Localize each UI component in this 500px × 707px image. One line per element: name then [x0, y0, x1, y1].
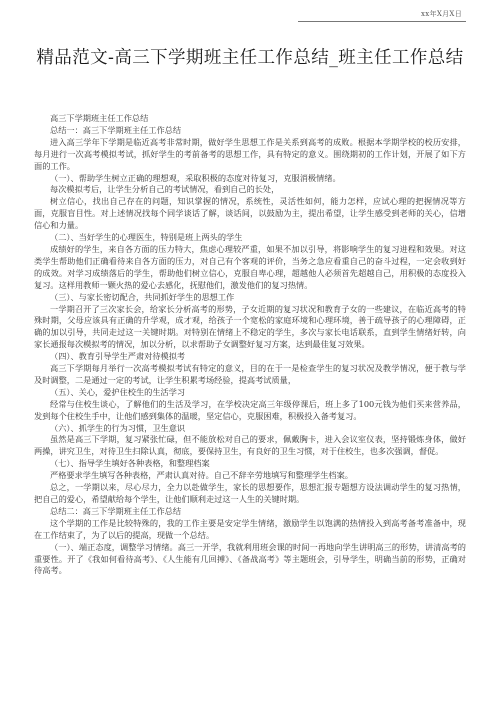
body-paragraph: 总之，一学期以来，尽心尽力，全力以赴做学生，家长的思想要作，思想汇报专题想方设法调动学生的复习热情，把自己的爱心，希望献给每个学生，让他们顺利走过这一人生的关键时期。 — [34, 482, 466, 504]
body-paragraph: 一学期召开了三次家长会，给家长分析高考的形势，子女近期的复习状况和教育子女的一些建议，在临近高考的特殊时期，父母应该具有正确的升学观，成才观，给孩子一个宽松的家庭环境和心理环境，善于疏导孩子的心理障碍，正确的加以引导，共同走过这一关键时期。对特别在情绪上不稳定的学生，多次与家长电话联系，直到学生情绪好转，向家长通报每次模拟考的情况，加以分析，以求帮助子女调整好复习方案，达到最佳复习效果。 — [34, 303, 466, 350]
header-date: xx年X月X日 — [421, 10, 462, 18]
subsection-heading: （七）、指导学生填好各种表格，和整理档案 — [50, 458, 210, 469]
body-paragraph: 高三下学期每月举行一次高考模拟考试有特定的意义，目的在于一是检查学生的复习状况及教学情况，便于教与学及时调整，二是通过一定的考试，让学生积累考场经验，提高考试质量， — [34, 363, 466, 385]
body-paragraph: 严格要求学生填写各种表格，严肃认真对待。自己不辞辛劳地填写和整理学生档案。 — [50, 470, 353, 481]
summary-heading: 总结一：高三下学期班主任工作总结 — [50, 124, 182, 135]
subsection-heading: （三）、与家长密切配合，共同抓好学生的思想工作 — [50, 291, 235, 302]
document-title: 精品范文-高三下学期班主任工作总结_班主任工作总结 — [36, 48, 464, 68]
subsection-heading: （一）、帮助学生树立正确的理想观，采取积极的态度对待复习，克服消极情绪。 — [50, 172, 341, 183]
subsection-heading: （六）、抓学生的行为习惯，卫生意识 — [50, 422, 186, 433]
body-paragraph: 虽然是高三下学期，复习紧张忙碌，但不能放松对自己的要求，佩戴胸卡，进入会议室仪表，坚持锻炼身体，做好两操，讲究卫生，对待卫生扫除认真，彻底，要保持卫生，有良好的卫生习惯，对于住校生，也多次强调，督促。 — [34, 434, 466, 457]
header-rule — [298, 21, 466, 22]
document-body — [34, 113, 466, 577]
body-paragraph: （一）、端正态度，调整学习情绪。高三一开学，我就利用班会课的时间一再地向学生讲明高三的形势，讲清高考的重要性。开了《我如何看待高考》、《人生能有几回搏》、《备战高考》等主题班会，引导学生，明确当前的形势，正确对待高考。 — [34, 541, 466, 576]
body-paragraph: 树立信心，找出自己存在的问题，知识掌握的情况，系统性，灵活性如何，能力怎样，应试心理的把握情况等方面，克服盲目性。对上述情况找每个同学谈话了解，谈话间，以鼓励为主，提出希望，让学生感受到老师的关心，信增信心和力量。 — [34, 196, 466, 231]
subsection-heading: （五）、关心，爱护住校生的生活学习 — [50, 386, 186, 397]
subsection-heading: （四）、教育引导学生严肃对待模拟考 — [50, 351, 186, 362]
subsection-heading: （二）、当好学生的心理医生，特别是班上两头的学生 — [50, 232, 243, 243]
section-heading: 高三下学期班主任工作总结 — [50, 113, 149, 123]
body-paragraph: 经常与住校生谈心，了解他们的生活及学习，在学校决定高三年级停课后，班上多了100元钱为他们买来营养品，发到每个住校生手中，让他们感到集体的温暖，坚定信心，克服困难，积极投入备考复习。 — [34, 398, 466, 421]
body-paragraph: 这个学期的工作是比较特殊的，我的工作主要是安定学生情绪，激励学生以饱满的热情投入到高考备考准备中，现在工作结束了，为了以后的提高，现做一个总结。 — [34, 517, 466, 540]
body-paragraph: 成绩好的学生，来自各方面的压力特大，焦虑心理较严重，如果不加以引导，将影响学生的复习进程和效果。对这类学生帮助他们正确看待来自各方面的压力，对自己有个客观的评价，当务之急应看重自己的奋斗过程，一定会收到好的成效。对学习成绩落后的学生，帮助他们树立信心，克服自卑心理，超越他人必须首先超越自己，用积极的态度投入复习。这样用教师一颗火热的爱心去感化，抚慰他们，激发他们的复习热情。 — [34, 243, 466, 290]
body-paragraph: 每次模拟考后，让学生分析自己的考试情况，看到自己的长处， — [50, 184, 280, 195]
body-paragraph: 进入高三学年下学期是临近高考非常时期，做好学生思想工作是关系到高考的成败。根据本学期学校的校历安排，每月进行一次高考模拟考试，抓好学生的考前备考的思想工作，具有特定的意义。围绕期初的工作计划，开展了如下方面的工作。 — [34, 136, 466, 171]
summary-heading: 总结二：高三下学期班主任工作总结 — [50, 505, 182, 516]
